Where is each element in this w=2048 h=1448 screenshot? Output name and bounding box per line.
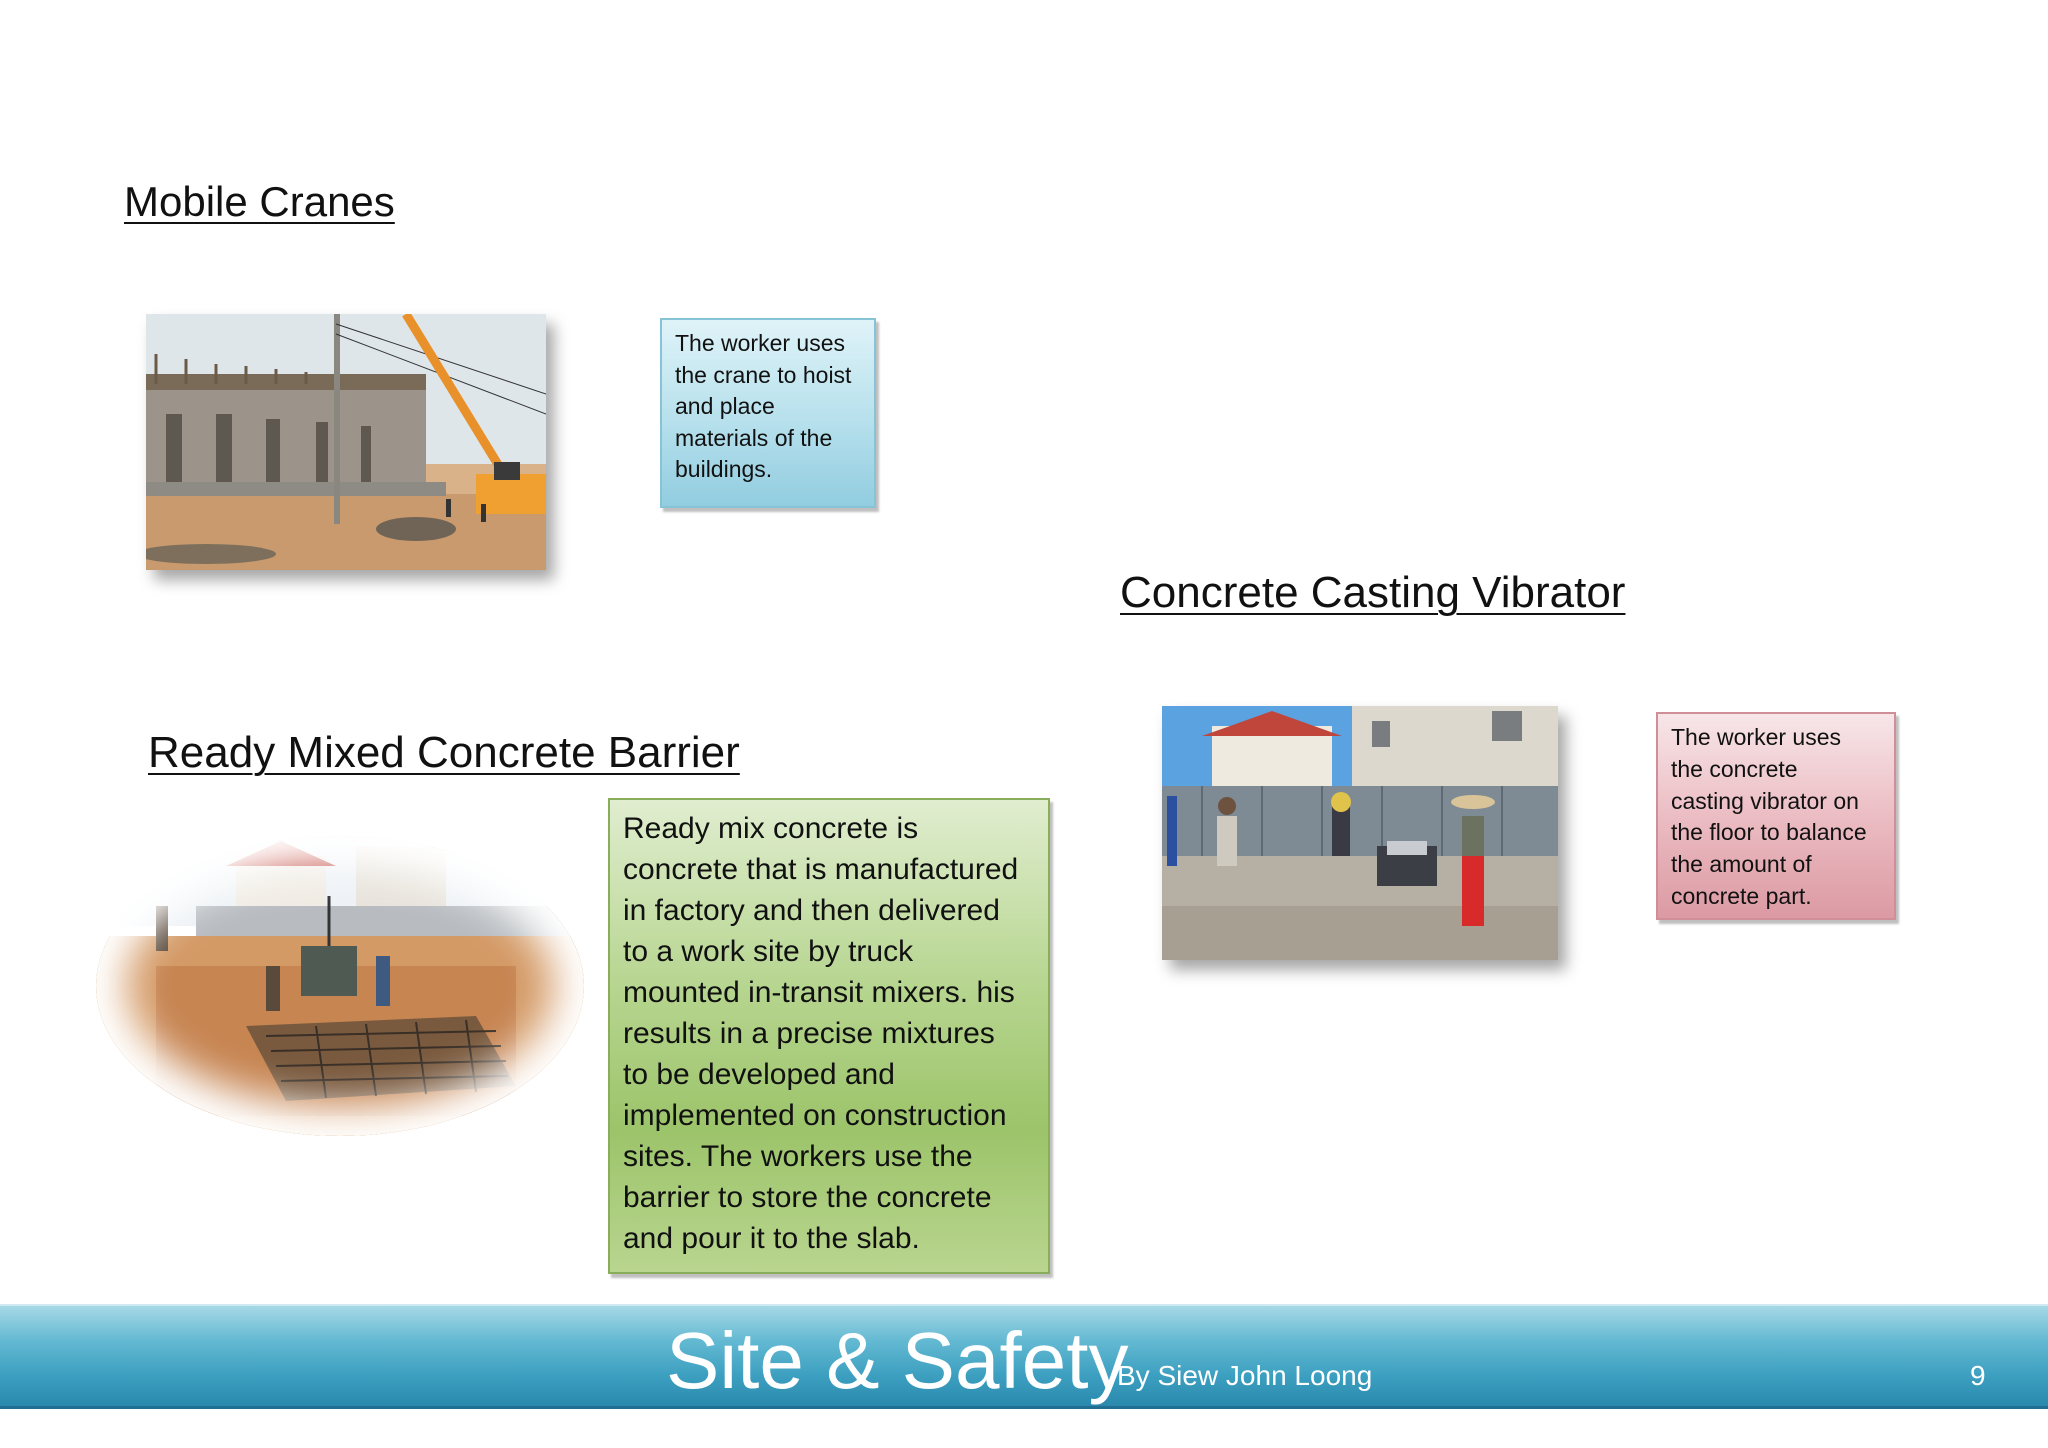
mobile-crane-photo [146, 314, 546, 570]
note-line: concrete that is manufactured [623, 853, 1019, 886]
note-line: to a work site by truck [623, 935, 914, 968]
note-line: and place [675, 393, 775, 419]
concrete-barrier-photo [96, 836, 584, 1136]
concrete-barrier-note [608, 798, 1050, 1274]
note-line: to be developed and [623, 1058, 895, 1091]
footer-title: Site & Safety [666, 1316, 1129, 1405]
note-line: implemented on construction [623, 1099, 1007, 1132]
note-line: barrier to store the concrete [623, 1181, 992, 1214]
note-line: sites. The workers use the [623, 1140, 973, 1173]
note-line: the concrete [1671, 755, 1798, 782]
note-line: results in a precise mixtures [623, 1017, 995, 1050]
note-line: the crane to hoist [675, 361, 852, 388]
heading-concrete-casting-vibrator: Concrete Casting Vibrator [1120, 568, 1626, 617]
heading-ready-mixed-concrete-barrier: Ready Mixed Concrete Barrier [148, 728, 740, 777]
note-line: mounted in-transit mixers. his [623, 976, 1015, 1009]
note-line: and pour it to the slab. [623, 1222, 920, 1255]
note-line: Ready mix concrete is [623, 812, 919, 845]
concrete-vibrator-photo [1162, 706, 1558, 960]
page-number: 9 [1970, 1360, 1986, 1391]
note-line: the amount of [1671, 851, 1812, 878]
footer-author: By Siew John Loong [1117, 1360, 1373, 1391]
heading-mobile-cranes: Mobile Cranes [124, 178, 395, 225]
concrete-vibrator-note [1656, 712, 1896, 920]
note-line: materials of the [675, 424, 833, 451]
note-line: the floor to balance [1671, 819, 1867, 846]
note-line: casting vibrator on [1671, 787, 1859, 814]
note-line: concrete part. [1671, 882, 1812, 909]
note-line: in factory and then delivered [623, 894, 1000, 927]
note-line: The worker uses [1671, 724, 1842, 750]
mobile-crane-note [660, 318, 876, 508]
note-line: buildings. [675, 456, 773, 482]
note-line: The worker uses [675, 330, 846, 356]
